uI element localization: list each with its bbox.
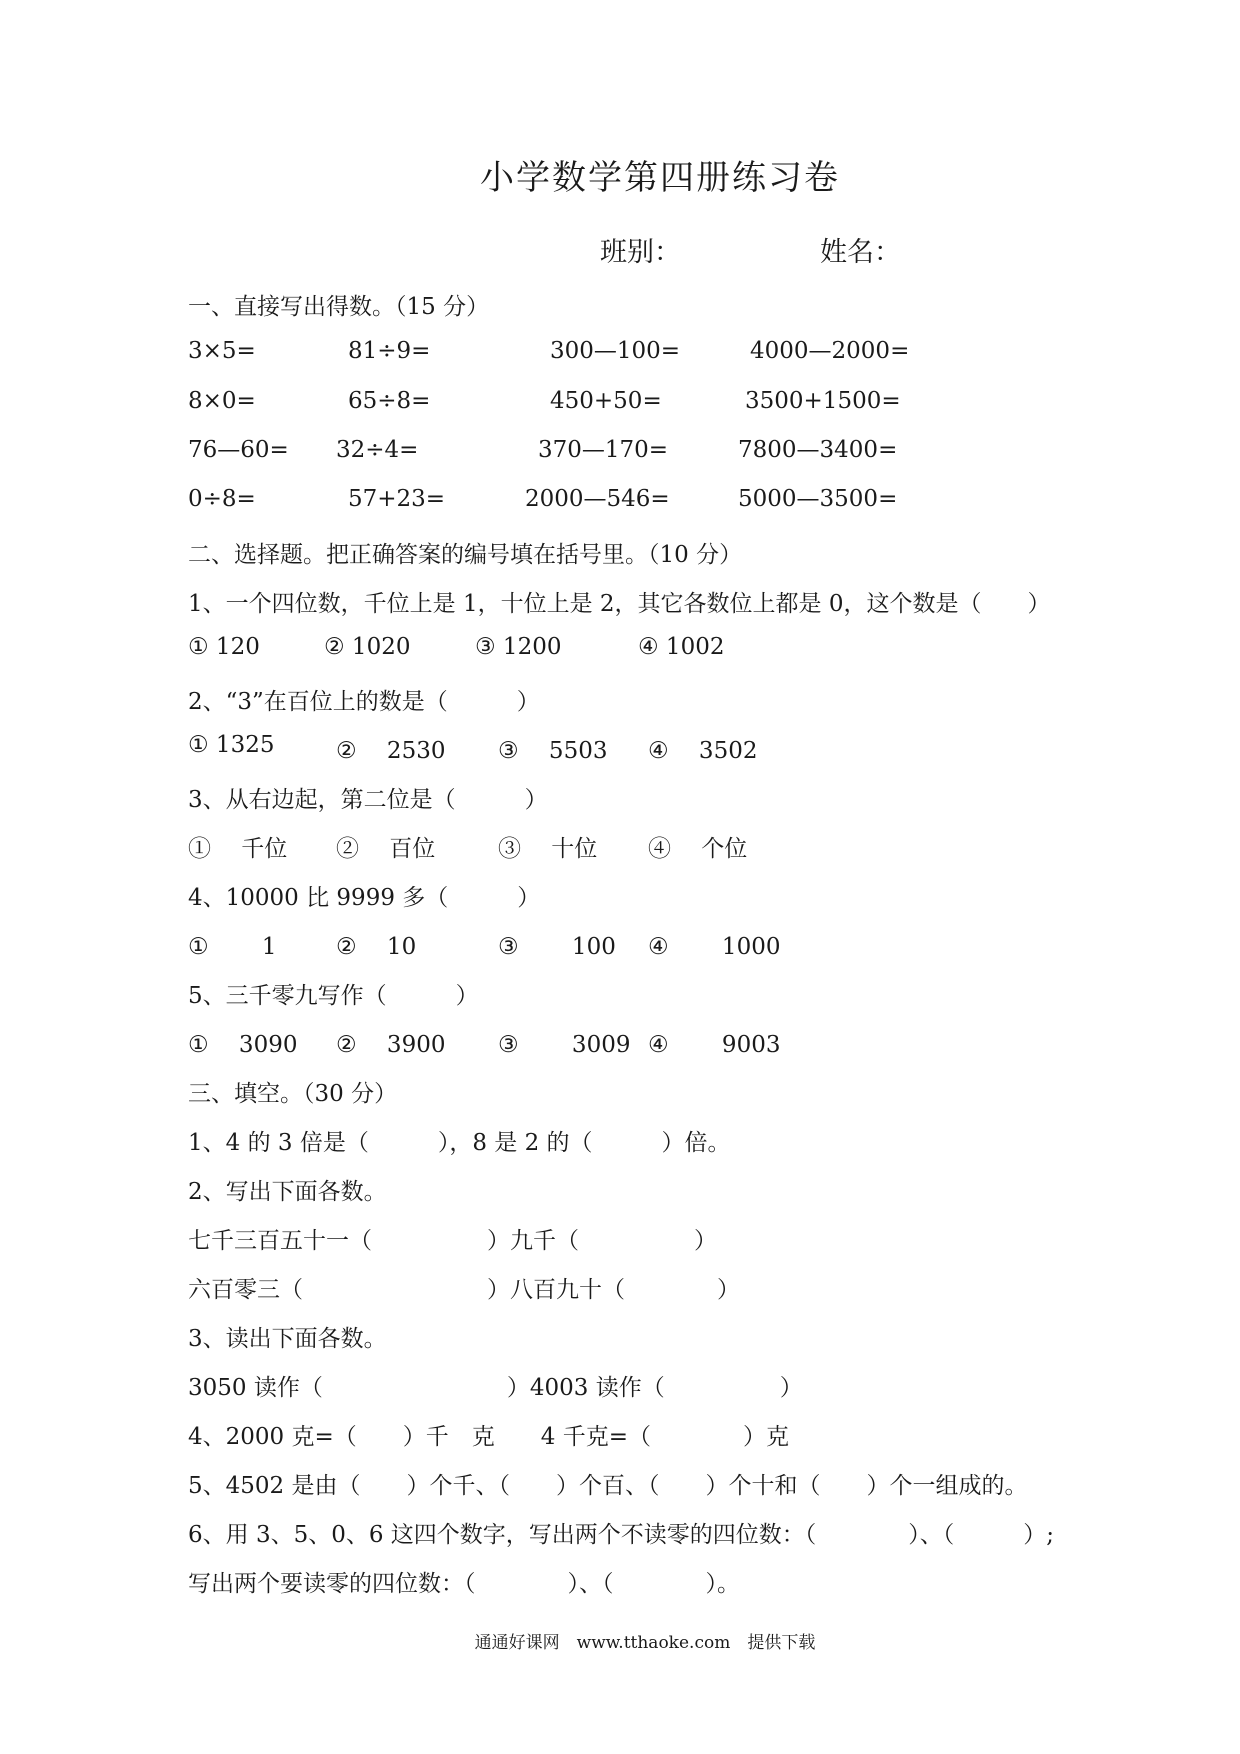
question-4: 4、10000 比 9999 多（ ） [188, 885, 541, 911]
calc-item: 81÷9= [348, 338, 431, 364]
option: ② 3900 [336, 1032, 446, 1058]
calc-row [188, 486, 1088, 516]
option: ② 2530 [336, 738, 446, 764]
option: ③ 5503 [498, 738, 608, 764]
option: ① 1 [188, 934, 277, 960]
calc-item: 450+50= [550, 388, 662, 414]
calc-row [188, 388, 1088, 418]
options-row-1 [188, 634, 1088, 664]
option: ③ 1200 [475, 634, 562, 660]
option: ② 百位 [336, 836, 436, 862]
calc-item: 3500+1500= [745, 388, 901, 414]
option: ① 千位 [188, 836, 288, 862]
fill-line: 六百零三（ ）八百九十（ ） [188, 1277, 740, 1303]
fill-line: 2、写出下面各数。 [188, 1179, 387, 1205]
calc-row [188, 338, 1088, 368]
calc-item: 7800—3400= [738, 437, 898, 463]
calc-item: 0÷8= [188, 486, 256, 512]
calc-item: 370—170= [538, 437, 669, 463]
option: ① 120 [188, 634, 260, 660]
option: ④ 1000 [648, 934, 781, 960]
fill-line: 七千三百五十一（ ）九千（ ） [188, 1228, 717, 1254]
calc-item: 2000—546= [525, 486, 670, 512]
footer: 通通好课网 www.tthaoke.com 提供下载 [474, 1633, 816, 1653]
options-row-4 [188, 928, 1088, 958]
section1-heading: 一、直接写出得数。（15 分） [188, 294, 490, 320]
name-label: 姓名： [820, 237, 901, 268]
calc-item: 8×0= [188, 388, 256, 414]
option: ④ 9003 [648, 1032, 781, 1058]
calc-item: 76—60= [188, 437, 289, 463]
section2-heading: 二、选择题。把正确答案的编号填在括号里。（10 分） [188, 542, 743, 568]
calc-item: 300—100= [550, 338, 681, 364]
calc-item: 32÷4= [336, 437, 419, 463]
question-5: 5、三千零九写作（ ） [188, 983, 479, 1009]
option: ③ 十位 [498, 836, 598, 862]
option: ① 3090 [188, 1032, 298, 1058]
option: ④ 个位 [648, 836, 748, 862]
fill-line: 5、4502 是由（ ）个千、（ ）个百、（ ）个十和（ ）个一组成的。 [188, 1473, 1028, 1499]
fill-line: 3、读出下面各数。 [188, 1326, 387, 1352]
option: ② 10 [336, 934, 417, 960]
calc-item: 4000—2000= [750, 338, 910, 364]
calc-item: 65÷8= [348, 388, 431, 414]
options-row-5 [188, 1026, 1088, 1056]
calc-item: 3×5= [188, 338, 256, 364]
fill-line: 3050 读作（ ）4003 读作（ ） [188, 1375, 803, 1401]
calc-item: 5000—3500= [738, 486, 898, 512]
fill-line: 6、用 3、5、0、6 这四个数字，写出两个不读零的四位数：（ ）、（ ）; [188, 1522, 1055, 1548]
fill-line: 1、4 的 3 倍是（ ），8 是 2 的（ ）倍。 [188, 1130, 731, 1156]
class-label: 班别： [600, 237, 681, 268]
section3-heading: 三、填空。（30 分） [188, 1081, 398, 1107]
option: ④ 3502 [648, 738, 758, 764]
option: ② 1020 [324, 634, 411, 660]
class-name-line [600, 230, 901, 269]
question-2: 2、“3”在百位上的数是（ ） [188, 689, 540, 715]
question-3: 3、从右边起，第二位是（ ） [188, 787, 548, 813]
fill-line: 写出两个要读零的四位数：（ ）、（ ）。 [188, 1571, 740, 1597]
option: ① 1325 [188, 732, 275, 758]
option: ④ 1002 [638, 634, 725, 660]
options-row-3 [188, 830, 1088, 860]
option: ③ 3009 [498, 1032, 631, 1058]
option: ③ 100 [498, 934, 616, 960]
calc-item: 57+23= [348, 486, 446, 512]
calc-row [188, 437, 1088, 467]
fill-line: 4、2000 克=（ ）千 克 4 千克=（ ）克 [188, 1424, 789, 1450]
options-row-2 [188, 732, 1088, 762]
question-1: 1、一个四位数，千位上是 1，十位上是 2，其它各数位上都是 0，这个数是（ ） [188, 591, 1051, 617]
page-title: 小学数学第四册练习卷 [480, 158, 840, 198]
